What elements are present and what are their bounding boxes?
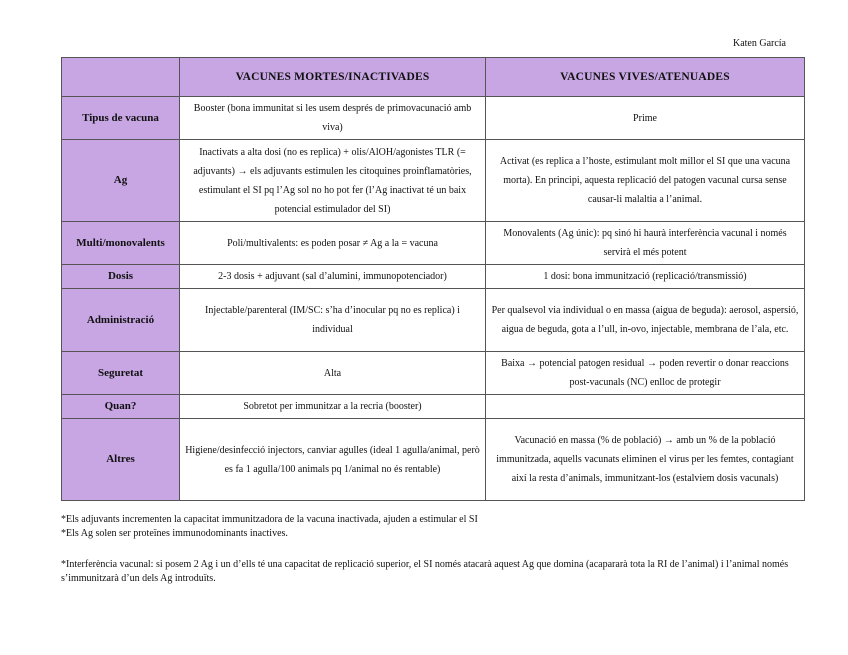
table-row (62, 222, 805, 265)
table-row (62, 395, 805, 419)
dead-cell: 2-3 dosis + adjuvant (sal d’alumini, immunopotenciador) (180, 265, 486, 289)
dead-cell: Inactivats a alta dosi (no es replica) + olis/AlOH/agonistes TLR (= adjuvants) → els adjuvants estimulen les citoquines proinflamatòries, estimulant el SI pq l’Ag sol no ho pot fer (l’Ag inactivat té un baix potencial estimulador del SI) (180, 140, 486, 222)
header-empty-cell (62, 58, 180, 97)
dead-cell: Booster (bona immunitat si les usem després de primovacunació amb viva) (180, 97, 486, 140)
footnote-antigens: *Els Ag solen ser proteïnes immunodominants inactives. (61, 528, 288, 539)
live-cell (486, 395, 805, 419)
live-cell: Activat (es replica a l’hoste, estimulant molt millor el SI que una vacuna morta). En principi, aquesta replicació del patogen vacunal cursa sense causar-li malaltia a l’animal. (486, 140, 805, 222)
table-row (62, 419, 805, 501)
footnote-interference: *Interferència vacunal: si posem 2 Ag i un d’ells té una capacitat de replicació superior, el SI només atacarà aquest Ag que domina (acapararà tota la RI de l’animal) i l’animal només s’immunitzarà d’un dels Ag introduïts. (61, 559, 789, 584)
live-cell: Prime (486, 97, 805, 140)
footnote-interference-block (61, 558, 806, 586)
live-cell: Monovalents (Ag únic): pq sinó hi haurà interferència vacunal i només servirà el més potent (486, 222, 805, 265)
row-label: Quan? (62, 395, 180, 419)
dead-cell: Alta (180, 352, 486, 395)
live-cell: Per qualsevol via individual o en massa (aigua de beguda): aerosol, aspersió, aigua de beguda, gota a l’ull, in-ovo, injectable, membrana de l’ala, etc. (486, 289, 805, 352)
table-row (62, 352, 805, 395)
row-label: Dosis (62, 265, 180, 289)
dead-cell: Higiene/desinfecció injectors, canviar agulles (ideal 1 agulla/animal, però es fa 1 agulla/100 animals pq 1/animal no és rentable) (180, 419, 486, 501)
table-row (62, 97, 805, 140)
dead-cell: Poli/multivalents: es poden posar ≠ Ag a la = vacuna (180, 222, 486, 265)
row-label: Multi/monovalents (62, 222, 180, 265)
table-row (62, 289, 805, 352)
row-label: Administració (62, 289, 180, 352)
table-header-row (62, 58, 805, 97)
live-cell: Vacunació en massa (% de població) → amb un % de la població immunitzada, aquells vacunats eliminen el virus per les femtes, contagiant així la resta d’animals, immunitzant-los (estalviem dosis vacunals) (486, 419, 805, 501)
table-row (62, 265, 805, 289)
header-dead-vaccines: VACUNES MORTES/INACTIVADES (180, 58, 486, 97)
live-cell: Baixa → potencial patogen residual → poden revertir o donar reaccions post-vacunals (NC) enlloc de protegir (486, 352, 805, 395)
dead-cell: Injectable/parenteral (IM/SC: s’ha d’inocular pq no es replica) i individual (180, 289, 486, 352)
row-label: Seguretat (62, 352, 180, 395)
table-row (62, 140, 805, 222)
footnotes (61, 513, 806, 541)
row-label: Ag (62, 140, 180, 222)
footnote-adjuvants: *Els adjuvants incrementen la capacitat immunitzadora de la vacuna inactivada, ajuden a estimular el SI (61, 514, 478, 525)
vaccine-comparison-table (61, 57, 805, 501)
dead-cell: Sobretot per immunitzar a la recria (booster) (180, 395, 486, 419)
author-name: Katen García (732, 38, 786, 49)
header-live-vaccines: VACUNES VIVES/ATENUADES (486, 58, 805, 97)
row-label: Altres (62, 419, 180, 501)
row-label: Tipus de vacuna (62, 97, 180, 140)
live-cell: 1 dosi: bona immunització (replicació/transmissió) (486, 265, 805, 289)
